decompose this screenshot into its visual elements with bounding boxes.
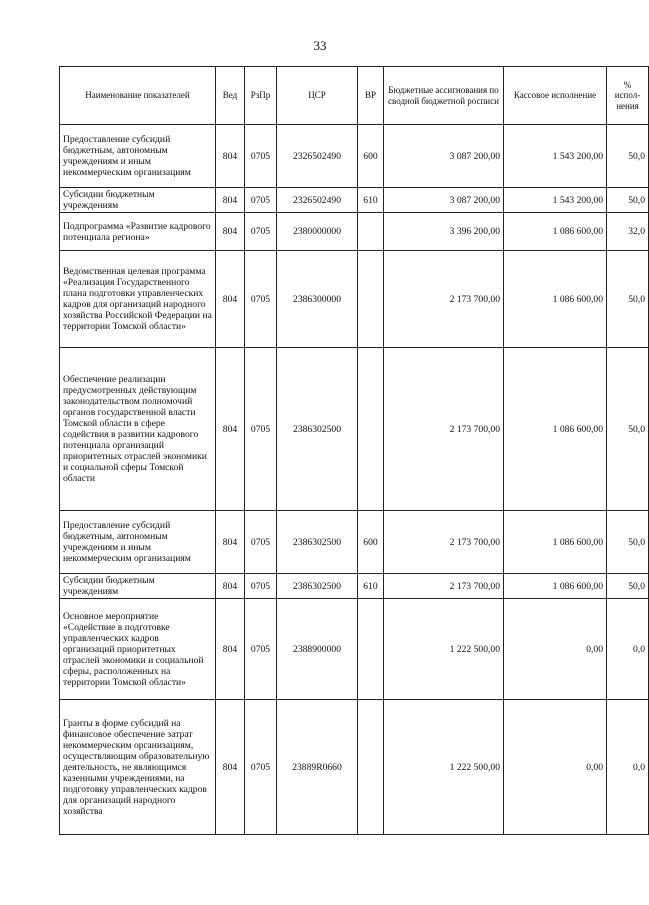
row-ved: 804 xyxy=(216,188,245,213)
row-cash: 1 086 600,00 xyxy=(504,213,607,251)
row-vr xyxy=(358,251,384,348)
header-csr: ЦСР xyxy=(277,67,358,125)
header-name: Наименование показателей xyxy=(60,67,216,125)
row-name: Подпрограмма «Развитие кадрового потенциала региона» xyxy=(60,213,216,251)
row-csr: 23889R0660 xyxy=(277,700,358,835)
row-ved: 804 xyxy=(216,511,245,574)
row-cash: 0,00 xyxy=(504,700,607,835)
table-row xyxy=(60,700,649,835)
row-vr xyxy=(358,599,384,700)
row-csr: 2326502490 xyxy=(277,188,358,213)
row-vr: 610 xyxy=(358,574,384,599)
header-cash: Кассовое исполнение xyxy=(504,67,607,125)
row-vr: 600 xyxy=(358,511,384,574)
table-row xyxy=(60,599,649,700)
row-ved: 804 xyxy=(216,213,245,251)
row-percent: 50,0 xyxy=(607,348,649,511)
header-vr: ВР xyxy=(358,67,384,125)
header-budget: Бюджетные ассигнования по сводной бюджетной росписи xyxy=(384,67,504,125)
table-row xyxy=(60,251,649,348)
row-budget: 3 396 200,00 xyxy=(384,213,504,251)
row-budget: 1 222 500,00 xyxy=(384,599,504,700)
row-percent: 50,0 xyxy=(607,511,649,574)
header-ved: Вед xyxy=(216,67,245,125)
row-name: Субсидии бюджетным учреждениям xyxy=(60,574,216,599)
page-number: 33 xyxy=(313,38,327,53)
row-vr xyxy=(358,213,384,251)
row-csr: 2326502490 xyxy=(277,125,358,188)
row-ved: 804 xyxy=(216,599,245,700)
row-percent: 50,0 xyxy=(607,125,649,188)
row-budget: 2 173 700,00 xyxy=(384,574,504,599)
budget-table xyxy=(59,66,649,835)
row-rzpr: 0705 xyxy=(245,511,277,574)
row-percent: 32,0 xyxy=(607,213,649,251)
row-rzpr: 0705 xyxy=(245,251,277,348)
row-budget: 2 173 700,00 xyxy=(384,348,504,511)
row-vr xyxy=(358,700,384,835)
row-rzpr: 0705 xyxy=(245,213,277,251)
row-name: Предоставление субсидий бюджетным, автономным учреждениям и иным некоммерческим организациям xyxy=(60,511,216,574)
row-csr: 2380000000 xyxy=(277,213,358,251)
row-cash: 1 086 600,00 xyxy=(504,348,607,511)
row-name: Предоставление субсидий бюджетным, автономным учреждениям и иным некоммерческим организациям xyxy=(60,125,216,188)
row-budget: 1 222 500,00 xyxy=(384,700,504,835)
table-row xyxy=(60,188,649,213)
row-vr: 610 xyxy=(358,188,384,213)
row-name: Субсидии бюджетным учреждениям xyxy=(60,188,216,213)
row-name: Обеспечение реализации предусмотренных действующим законодательством полномочий органов государственной власти Томской области в сфере содействия в развитии кадрового потенциала организаций приоритетных отраслей экономики и социальной сферы Томской области xyxy=(60,348,216,511)
row-percent: 50,0 xyxy=(607,188,649,213)
row-ved: 804 xyxy=(216,348,245,511)
row-csr: 2388900000 xyxy=(277,599,358,700)
row-percent: 50,0 xyxy=(607,574,649,599)
table-header-row xyxy=(60,67,649,125)
row-cash: 1 543 200,00 xyxy=(504,125,607,188)
header-percent: % испол-нения xyxy=(607,67,649,125)
row-rzpr: 0705 xyxy=(245,700,277,835)
row-csr: 2386302500 xyxy=(277,511,358,574)
row-budget: 3 087 200,00 xyxy=(384,125,504,188)
table-row xyxy=(60,348,649,511)
table-row xyxy=(60,511,649,574)
row-rzpr: 0705 xyxy=(245,599,277,700)
row-budget: 3 087 200,00 xyxy=(384,188,504,213)
row-name: Гранты в форме субсидий на финансовое обеспечение затрат некоммерческим организациям, осуществляющим образовательную деятельность, не являющимся казенными учреждениями, на подготовку управленческих кадров для организаций народного хозяйства xyxy=(60,700,216,835)
row-budget: 2 173 700,00 xyxy=(384,511,504,574)
row-cash: 1 086 600,00 xyxy=(504,511,607,574)
row-csr: 2386302500 xyxy=(277,348,358,511)
row-rzpr: 0705 xyxy=(245,348,277,511)
row-cash: 1 543 200,00 xyxy=(504,188,607,213)
header-rzpr: РзПр xyxy=(245,67,277,125)
row-percent: 0,0 xyxy=(607,599,649,700)
row-percent: 50,0 xyxy=(607,251,649,348)
row-ved: 804 xyxy=(216,574,245,599)
row-csr: 2386300000 xyxy=(277,251,358,348)
row-percent: 0,0 xyxy=(607,700,649,835)
row-rzpr: 0705 xyxy=(245,574,277,599)
row-vr xyxy=(358,348,384,511)
row-vr: 600 xyxy=(358,125,384,188)
row-name: Основное мероприятие «Содействие в подготовке управленческих кадров организаций приоритетных отраслей экономики и социальной сферы, расположенных на территории Томской области» xyxy=(60,599,216,700)
row-ved: 804 xyxy=(216,125,245,188)
row-ved: 804 xyxy=(216,700,245,835)
table-row xyxy=(60,125,649,188)
row-csr: 2386302500 xyxy=(277,574,358,599)
row-cash: 1 086 600,00 xyxy=(504,574,607,599)
row-name: Ведомственная целевая программа «Реализация Государственного плана подготовки управленческих кадров для организаций народного хозяйства Российской Федерации на территории Томской области» xyxy=(60,251,216,348)
row-cash: 0,00 xyxy=(504,599,607,700)
row-cash: 1 086 600,00 xyxy=(504,251,607,348)
row-budget: 2 173 700,00 xyxy=(384,251,504,348)
table-row xyxy=(60,574,649,599)
row-rzpr: 0705 xyxy=(245,188,277,213)
row-ved: 804 xyxy=(216,251,245,348)
table-row xyxy=(60,213,649,251)
row-rzpr: 0705 xyxy=(245,125,277,188)
